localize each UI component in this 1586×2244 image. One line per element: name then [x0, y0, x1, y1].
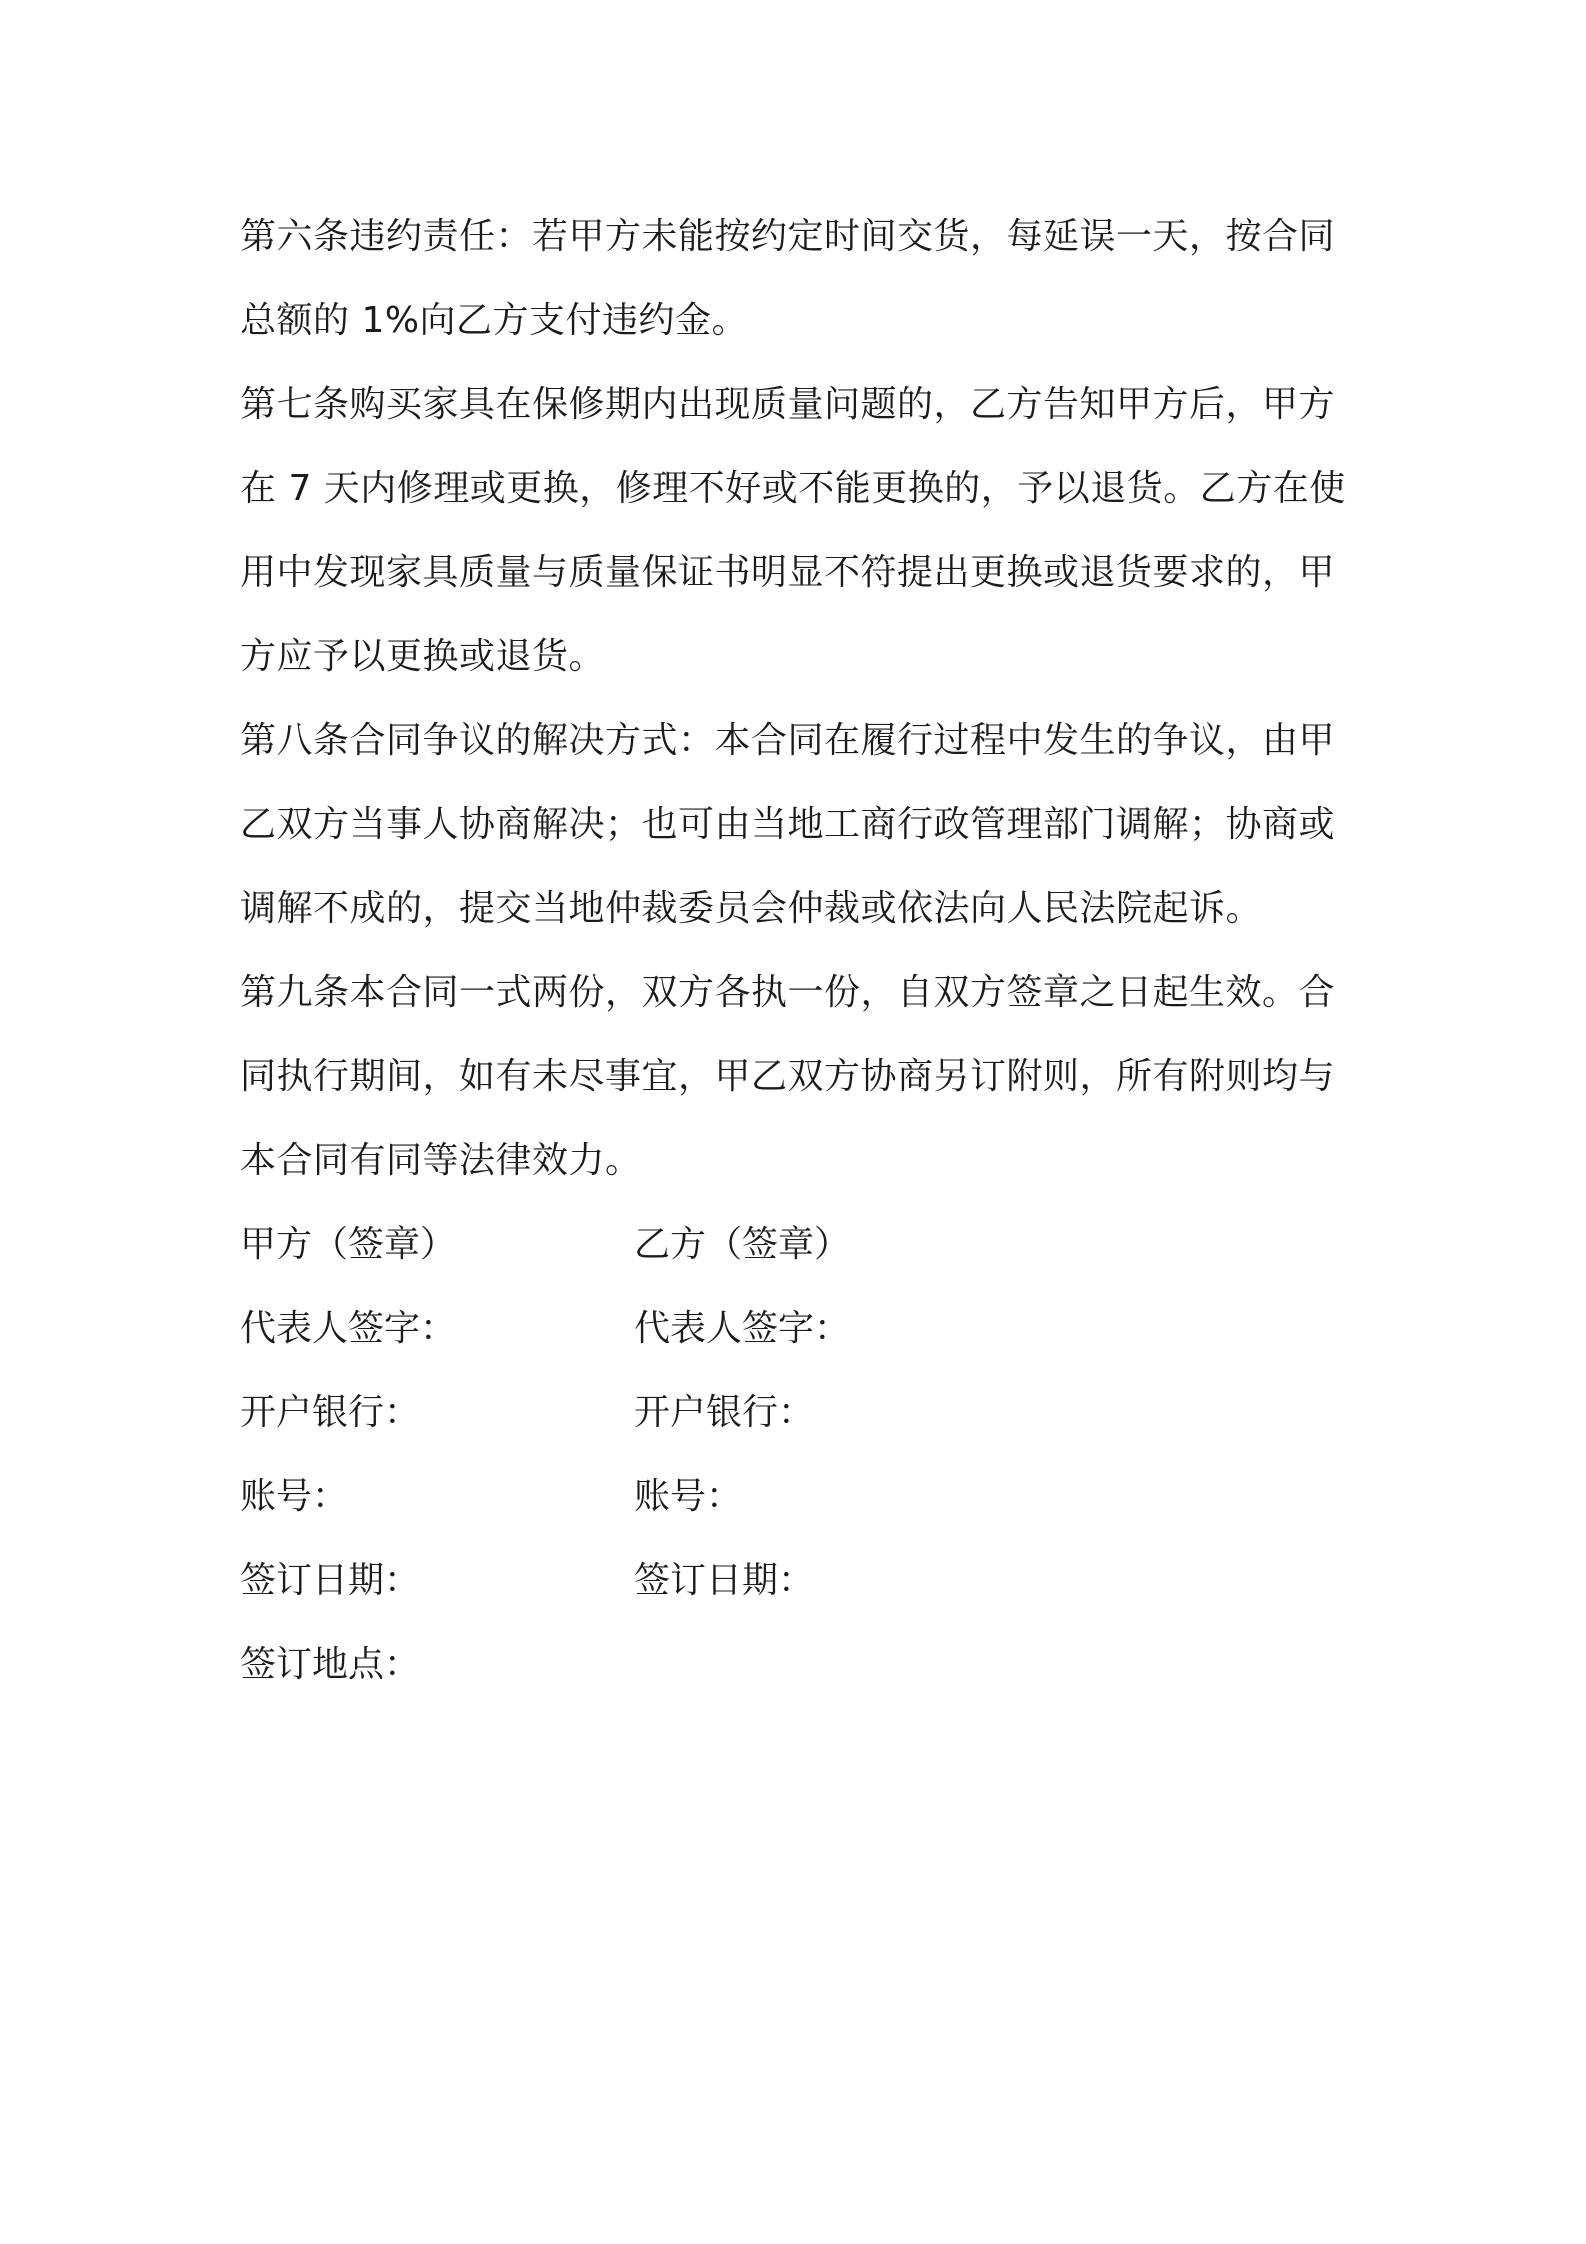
- party-a-representative-label: 代表人签字：: [240, 1308, 457, 1349]
- party-b-account-label: 账号：: [634, 1476, 743, 1517]
- clause-9-effectiveness: 第九条本合同一式两份，双方各执一份，自双方签章之日起生效。合同执行期间，如有未尽事宜，甲乙双方协商另订附则，所有附则均与本合同有同等法律效力。: [240, 972, 1336, 1181]
- clause-7-warranty: 第七条购买家具在保修期内出现质量问题的，乙方告知甲方后，甲方在 7 天内修理或更换，修理不好或不能更换的，予以退货。乙方在使用中发现家具质量与质量保证书明显不符提出更换或退货要求的，甲方应予以更换或退货。: [240, 384, 1346, 677]
- signature-row-seal: [240, 1203, 1360, 1287]
- signature-row-account: [240, 1455, 1360, 1539]
- signature-row-representative: [240, 1287, 1360, 1371]
- signature-row-date: [240, 1539, 1360, 1623]
- clause-6-breach-liability: 第六条违约责任：若甲方未能按约定时间交货，每延误一天，按合同总额的 1%向乙方支付违约金。: [240, 216, 1336, 341]
- party-a-seal-label: 甲方（签章）: [240, 1224, 457, 1265]
- party-b-date-label: 签订日期：: [634, 1560, 815, 1601]
- party-a-bank-label: 开户银行：: [240, 1392, 421, 1433]
- document-body: [240, 195, 1360, 1707]
- party-b-seal-label: 乙方（签章）: [634, 1224, 851, 1265]
- signature-block: [240, 1203, 1360, 1707]
- signature-row-bank: [240, 1371, 1360, 1455]
- party-a-date-label: 签订日期：: [240, 1560, 421, 1601]
- party-a-account-label: 账号：: [240, 1476, 349, 1517]
- clause-8-dispute-resolution: 第八条合同争议的解决方式：本合同在履行过程中发生的争议，由甲乙双方当事人协商解决；也可由当地工商行政管理部门调解；协商或调解不成的，提交当地仲裁委员会仲裁或依法向人民法院起诉。: [240, 720, 1336, 929]
- signature-row-place: [240, 1623, 1360, 1707]
- party-b-representative-label: 代表人签字：: [634, 1308, 851, 1349]
- signing-place-label: 签订地点：: [240, 1644, 421, 1685]
- party-b-bank-label: 开户银行：: [634, 1392, 815, 1433]
